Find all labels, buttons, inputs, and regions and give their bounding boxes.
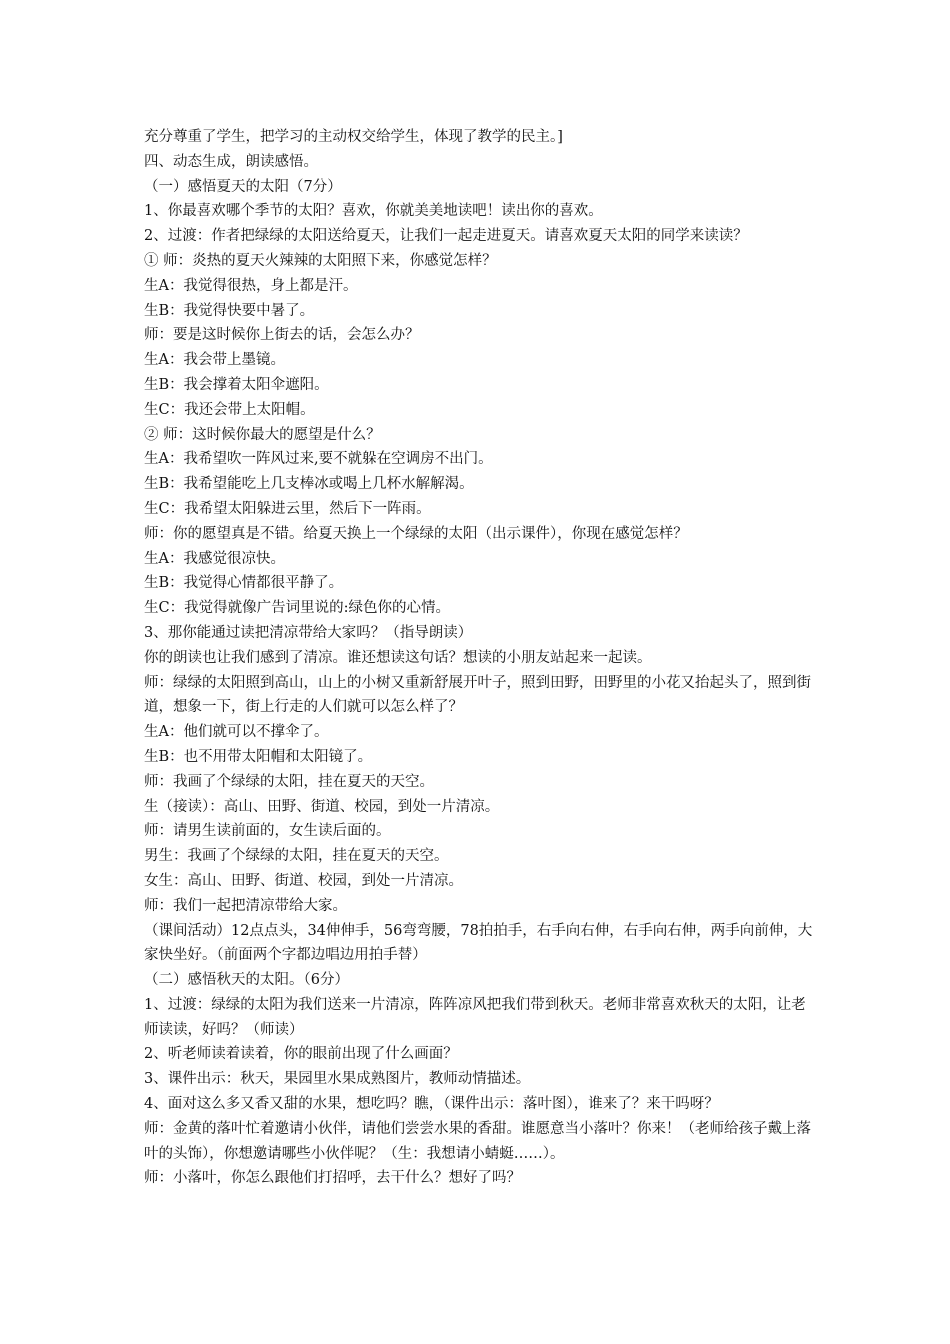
subsection-heading: （一）感悟夏天的太阳（7分） bbox=[144, 178, 342, 195]
paragraph: 生B：我会撑着太阳伞遮阳。 bbox=[144, 376, 329, 393]
paragraph: 女生：高山、田野、街道、校园，到处一片清凉。 bbox=[144, 872, 463, 889]
paragraph: （课间活动）12点点头，34伸伸手，56弯弯腰，78拍拍手，右手向右伸，右手向右伸，两手向前伸，大家快坐好。（前面两个字都边唱边用拍手替） bbox=[144, 922, 813, 964]
paragraph: 生B：也不用带太阳帽和太阳镜了。 bbox=[144, 748, 373, 765]
paragraph: 生A：我觉得很热，身上都是汗。 bbox=[144, 277, 358, 294]
paragraph: 生A：我感觉很凉快。 bbox=[144, 550, 285, 567]
paragraph: 1、你最喜欢哪个季节的太阳？喜欢，你就美美地读吧！读出你的喜欢。 bbox=[144, 203, 603, 220]
paragraph: 生C：我还会带上太阳帽。 bbox=[144, 401, 315, 418]
paragraph: 师：要是这时候你上街去的话，会怎么办？ bbox=[144, 327, 420, 344]
paragraph: 4、面对这么多又香又甜的水果，想吃吗？瞧，（课件出示：落叶图），谁来了？来干吗呀？ bbox=[144, 1096, 719, 1113]
paragraph: 师：你的愿望真是不错。给夏天换上一个绿绿的太阳（出示课件），你现在感觉怎样？ bbox=[144, 525, 688, 542]
paragraph: ① 师：炎热的夏天火辣辣的太阳照下来，你感觉怎样？ bbox=[144, 252, 497, 269]
paragraph: 生C：我觉得就像广告词里说的:绿色你的心情。 bbox=[144, 600, 450, 617]
document-page bbox=[144, 125, 814, 1191]
paragraph: 1、过渡：绿绿的太阳为我们送来一片清凉，阵阵凉风把我们带到秋天。老师非常喜欢秋天的太阳，让老师读读，好吗？（师读） bbox=[144, 996, 806, 1038]
paragraph: 师：我们一起把清凉带给大家。 bbox=[144, 897, 347, 914]
paragraph: 你的朗读也让我们感到了清凉。谁还想读这句话？想读的小朋友站起来一起读。 bbox=[144, 649, 652, 666]
paragraph: 师：小落叶，你怎么跟他们打招呼，去干什么？想好了吗？ bbox=[144, 1170, 521, 1187]
paragraph: 3、课件出示：秋天，果园里水果成熟图片，教师动情描述。 bbox=[144, 1071, 531, 1088]
section-heading: 四、动态生成，朗读感悟。 bbox=[144, 153, 318, 170]
paragraph: 生A：我会带上墨镜。 bbox=[144, 352, 285, 369]
paragraph: 生B：我觉得快要中暑了。 bbox=[144, 302, 315, 319]
subsection-heading: （二）感悟秋天的太阳。（6分） bbox=[144, 972, 349, 989]
paragraph: ② 师：这时候你最大的愿望是什么？ bbox=[144, 426, 381, 443]
paragraph: 生B：我觉得心情都很平静了。 bbox=[144, 575, 344, 592]
paragraph: 生A：我希望吹一阵风过来,要不就躲在空调房不出门。 bbox=[144, 451, 493, 468]
paragraph: 2、过渡：作者把绿绿的太阳送给夏天，让我们一起走进夏天。请喜欢夏天太阳的同学来读读？ bbox=[144, 228, 748, 245]
paragraph: 生（接读）：高山、田野、街道、校园，到处一片清凉。 bbox=[144, 798, 500, 815]
paragraph: 充分尊重了学生，把学习的主动权交给学生，体现了教学的民主。] bbox=[144, 129, 563, 145]
paragraph: 2、听老师读着读着，你的眼前出现了什么画面？ bbox=[144, 1046, 458, 1063]
paragraph: 师：绿绿的太阳照到高山，山上的小树又重新舒展开叶子，照到田野，田野里的小花又抬起头了，照到街道，想象一下，街上行走的人们就可以怎么样了？ bbox=[144, 674, 811, 716]
paragraph: 生C：我希望太阳躲进云里，然后下一阵雨。 bbox=[144, 500, 431, 517]
paragraph: 师：我画了个绿绿的太阳，挂在夏天的天空。 bbox=[144, 773, 434, 790]
paragraph: 生A：他们就可以不撑伞了。 bbox=[144, 724, 329, 741]
paragraph: 师：请男生读前面的，女生读后面的。 bbox=[144, 823, 391, 840]
paragraph: 男生：我画了个绿绿的太阳，挂在夏天的天空。 bbox=[144, 848, 449, 865]
paragraph: 师：金黄的落叶忙着邀请小伙伴，请他们尝尝水果的香甜。谁愿意当小落叶？你来！（老师给孩子戴上落叶的头饰），你想邀请哪些小伙伴呢？（生：我想请小蜻蜓……）。 bbox=[144, 1120, 811, 1162]
paragraph: 3、那你能通过读把清凉带给大家吗？（指导朗读） bbox=[144, 624, 473, 641]
paragraph: 生B：我希望能吃上几支棒冰或喝上几杯水解解渴。 bbox=[144, 476, 474, 493]
